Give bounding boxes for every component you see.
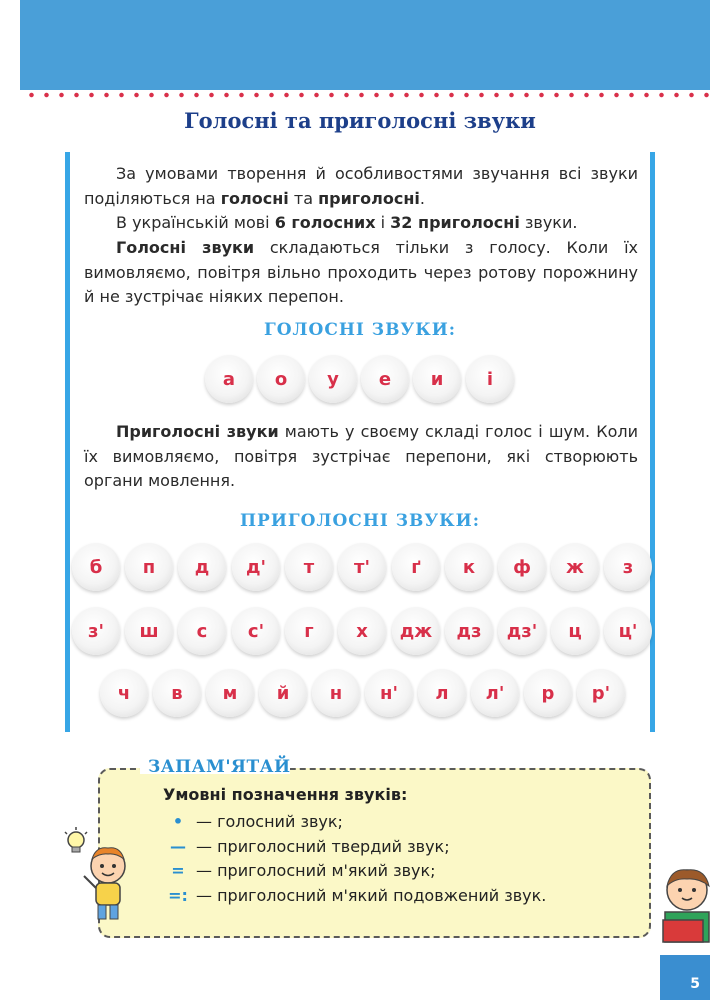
remember-title: ЗАПАМ'ЯТАЙ	[148, 757, 291, 777]
top-banner	[20, 0, 710, 90]
consonant-circle: д	[178, 543, 226, 591]
consonant-circle: ф	[498, 543, 546, 591]
legend-heading: Умовні позначення звуків:	[163, 785, 408, 804]
consonant-circle: ж	[551, 543, 599, 591]
boy-reading-illustration	[655, 860, 715, 960]
vowel-circle: і	[466, 355, 514, 403]
consonant-circle: дз'	[498, 607, 546, 655]
consonant-circle: п	[125, 543, 173, 591]
consonant-circle: ц	[551, 607, 599, 655]
legend-item	[168, 812, 343, 831]
legend-symbol-icon: •	[172, 812, 184, 831]
legend-symbol-icon: =:	[168, 886, 188, 905]
vowel-circle: а	[205, 355, 253, 403]
consonant-circle: дж	[392, 607, 440, 655]
vowel-circle: е	[361, 355, 409, 403]
page-title: Голосні та приголосні звуки	[184, 108, 536, 133]
consonant-circle: л'	[471, 669, 519, 717]
consonant-circle: ч	[100, 669, 148, 717]
box-right-border	[650, 152, 655, 732]
legend-item	[168, 837, 450, 856]
intro-paragraph-1: За умовами творення й особливостями звучання всі звуки поділяються на голосні та приголосні.	[84, 164, 638, 208]
consonant-circle: дз	[445, 607, 493, 655]
consonant-circle: ґ	[392, 543, 440, 591]
consonants-heading: ПРИГОЛОСНІ ЗВУКИ:	[240, 511, 480, 531]
vowels-heading: ГОЛОСНІ ЗВУКИ:	[263, 320, 457, 340]
legend-item	[168, 886, 546, 905]
consonant-circle: з'	[72, 607, 120, 655]
intro-paragraph-3: Голосні звуки складаються тільки з голосу. Коли їх вимовляємо, повітря вільно проходить через ротову порожнину й не зустрічає ніяких перепон.	[84, 238, 638, 306]
consonant-circle: т'	[338, 543, 386, 591]
legend-symbol-icon: =	[171, 861, 185, 880]
consonant-circle: й	[259, 669, 307, 717]
consonant-circle: б	[72, 543, 120, 591]
vowel-circle: о	[257, 355, 305, 403]
vowel-circle: у	[309, 355, 357, 403]
consonant-circle: л	[418, 669, 466, 717]
consonant-circle: р'	[577, 669, 625, 717]
consonant-circle: к	[445, 543, 493, 591]
consonant-circle: ц'	[604, 607, 652, 655]
box-left-border	[65, 152, 70, 732]
consonant-circle: н	[312, 669, 360, 717]
consonant-circle: в	[153, 669, 201, 717]
legend-text: — приголосний м'який звук;	[196, 861, 436, 880]
lightbulb-icon	[65, 827, 87, 852]
consonant-circle: х	[338, 607, 386, 655]
page-number: 5	[660, 955, 710, 1000]
consonant-circle: г	[285, 607, 333, 655]
legend-text: — приголосний м'який подовжений звук.	[196, 886, 547, 905]
vowel-circle: и	[413, 355, 461, 403]
consonant-circle: т	[285, 543, 333, 591]
consonant-circle: ш	[125, 607, 173, 655]
consonant-circle: д'	[232, 543, 280, 591]
legend-item	[168, 861, 436, 880]
consonant-circle: н'	[365, 669, 413, 717]
legend-text: — голосний звук;	[196, 812, 343, 831]
consonant-circle: з	[604, 543, 652, 591]
intro-paragraph-2: В українській мові 6 голосних і 32 приголосні звуки.	[116, 213, 578, 232]
consonant-paragraph: Приголосні звуки мають у своєму складі голос і шум. Коли їх вимовляємо, повітря зустрічає перепони, які створюють органи мовлення.	[84, 422, 638, 490]
legend-text: — приголосний твердий звук;	[196, 837, 450, 856]
boy-with-lightbulb-illustration	[62, 826, 142, 926]
consonant-circle: р	[524, 669, 572, 717]
consonant-circle: с'	[232, 607, 280, 655]
consonant-circle: м	[206, 669, 254, 717]
consonant-circle: с	[178, 607, 226, 655]
dotted-border	[20, 90, 710, 100]
legend-symbol-icon: —	[170, 837, 186, 856]
